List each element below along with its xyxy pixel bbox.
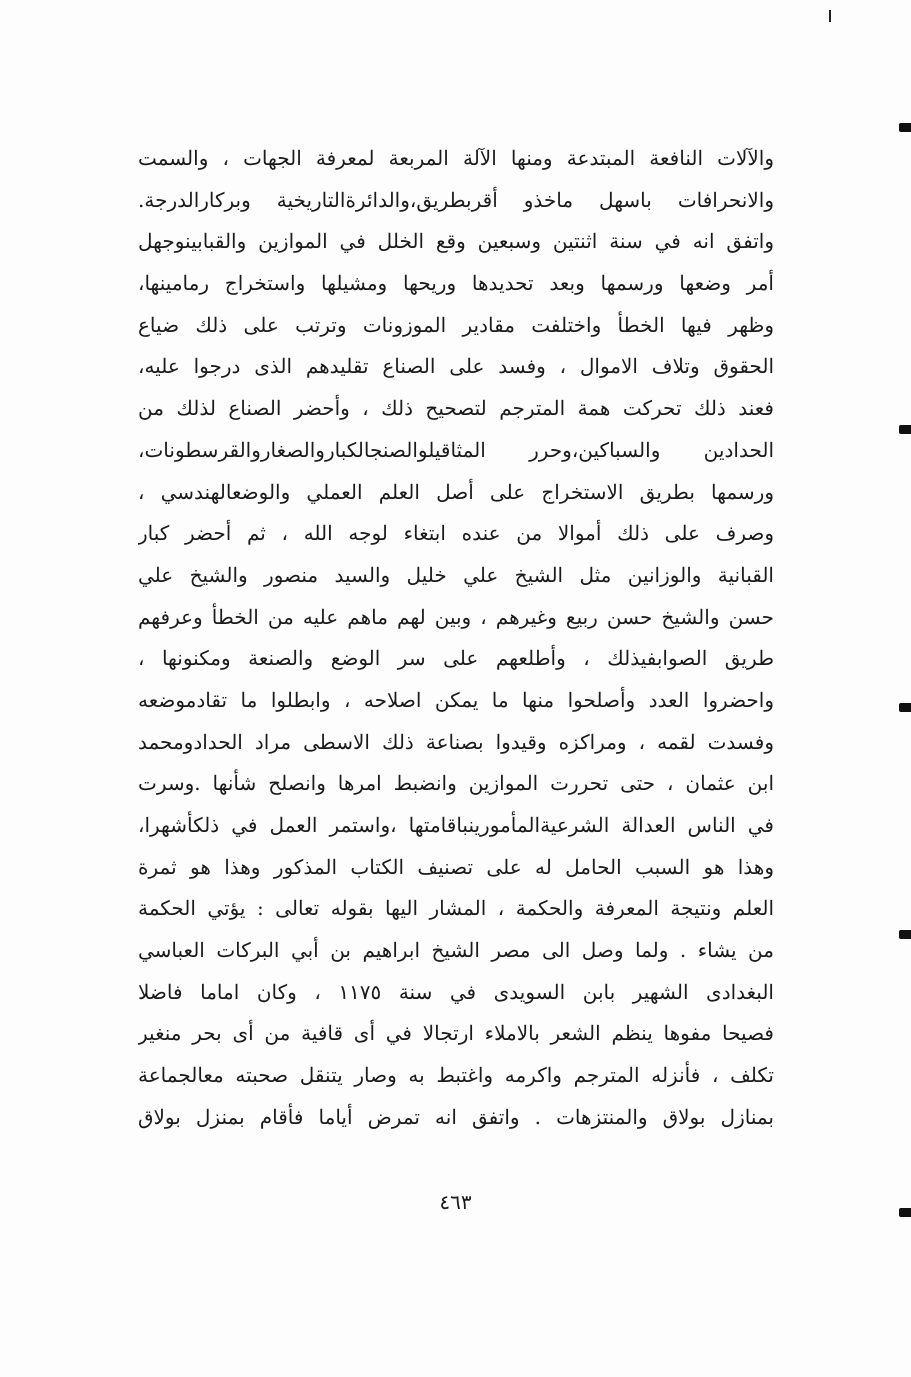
text-line: الحدادين والسباكين،وحرر المثاقيلوالصنجالكباروالصغاروالقرسطونات، [138, 437, 774, 462]
text-line: تكلف ، فأنزله المترجم واكرمه واغتبط به وصار يتنقل صحبته معالجماعة [138, 1063, 774, 1088]
text-line: حسن والشيخ حسن ربيع وغيرهم ، وبين لهم ماهم عليه من الخطأ وعرفهم [138, 604, 774, 629]
text-line: واتفق انه في سنة اثنتين وسبعين وقع الخلل في الموازين والقبابينوجهل [138, 229, 774, 254]
text-line: ورسمها بطريق الاستخراج على أصل العلم العملي والوضعالهندسي ، [138, 479, 774, 504]
text-line: والآلات النافعة المبتدعة ومنها الآلة المربعة لمعرفة الجهات ، والسمت [138, 146, 774, 170]
text-line: بمنازل بولاق والمنتزهات . واتفق انه تمرض أياما فأقام بمنزل بولاق [138, 1104, 774, 1129]
text-line: البغدادى الشهير بابن السويدى في سنة ١١٧٥ ، وكان اماما فاضلا [138, 979, 774, 1004]
scan-edge-mark [899, 1208, 911, 1217]
text-line: فعند ذلك تحركت همة المترجم لتصحيح ذلك ، وأحضر الصناع لذلك من [138, 396, 774, 421]
text-line: فصيحا مفوها ينظم الشعر بالاملاء ارتجالا في أى قافية من أى بحر منغير [138, 1021, 774, 1046]
text-line: في الناس العدالة الشرعيةالمأمورينباقامتها ،واستمر العمل في ذلكأشهرا، [138, 813, 774, 837]
text-line: وهذا هو السبب الحامل له على تصنيف الكتاب المذكور وهذا هو ثمرة [138, 854, 774, 879]
scan-edge-mark [899, 930, 911, 939]
text-line: من يشاء . ولما وصل الى مصر الشيخ ابراهيم بن أبي البركات العباسي [138, 938, 774, 963]
scan-edge-mark [899, 123, 911, 132]
text-line: ابن عثمان ، حتى تحررت الموازين وانضبط امرها وانصلح شأنها .وسرت [138, 771, 774, 796]
text-line: العلم ونتيجة المعرفة والحكمة ، المشار اليها بقوله تعالى : يؤتي الحكمة [138, 896, 774, 921]
text-line: وفسدت لقمه ، ومراكزه وقيدوا بصناعة ذلك الاسطى مراد الحدادومحمد [138, 729, 774, 754]
text-line: القبانية والوزانين مثل الشيخ علي خليل والسيد منصور والشيخ علي [138, 562, 774, 587]
text-line: الحقوق وتلاف الاموال ، وفسد على الصناع تقليدهم الذى درجوا عليه، [138, 354, 774, 379]
text-line: وصرف على ذلك أموالا من عنده ابتغاء لوجه الله ، ثم أحضر كبار [138, 521, 774, 546]
text-line: أمر وضعها ورسمها وبعد تحديدها وريحها ومشيلها واستخراج رمامينها، [138, 271, 774, 296]
page-number: ٤٦٣ [439, 1190, 472, 1214]
body-text [138, 138, 774, 1139]
scan-edge-mark [899, 425, 911, 434]
text-line: واحضروا العدد وأصلحوا منها ما يمكن اصلاحه ، وابطلوا ما تقادموضعه [138, 687, 774, 712]
scan-edge-mark [899, 703, 911, 712]
text-line: طريق الصوابفيذلك ، وأطلعهم على سر الوضع والصنعة ومكنونها ، [138, 646, 774, 671]
text-line: والانحرافات باسهل ماخذو أقربطريق،والدائرةالتاريخية وبركارالدرجة. [138, 187, 774, 212]
scan-speck [829, 10, 831, 22]
text-line: وظهر فيها الخطأ واختلفت مقادير الموزونات وترتب على ذلك ضياع [138, 312, 774, 337]
